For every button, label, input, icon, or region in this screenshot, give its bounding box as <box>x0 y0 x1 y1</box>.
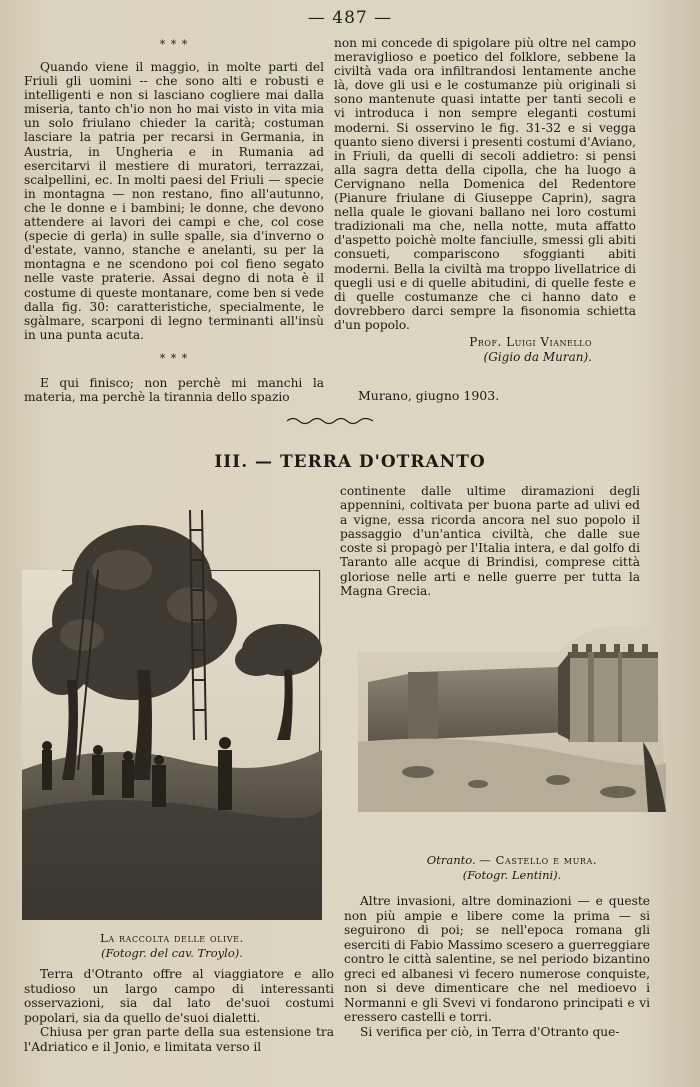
olive-harvest-photo <box>22 510 322 920</box>
decorative-rule <box>285 415 375 427</box>
olive-harvest-image <box>22 510 322 920</box>
castle-image <box>358 612 666 812</box>
author-alias: (Gigio da Muran). <box>483 349 592 364</box>
page-number: — 487 — <box>307 8 393 28</box>
left-paragraph-2: E qui finisco; non perchè mi manchi la materia, ma perchè la tirannia dello spazio <box>24 375 324 404</box>
right-paragraph-1: non mi concede di spigolare più oltre nel campo meraviglioso e poetico del folklore, sebbene la civiltà vada ora infiltrandosi lentamente anche là, dove gli usi e le costumanze più originali si sono mantenute quasi intatte per tanti secoli e vi introduca i non sempre eleganti costumi moderni. Si osservino le fig. 31-32 e si vegga quanto sieno diversi i presenti costumi d'Aviano, in Friuli, da quelli di secoli addietro: si pensi alla sagra detta della cipolla, che ha luogo a Cervignano nella Domenica del Redentore (Pianure friulane di Giuseppe Caprin), sagra nella quale le giovani ballano nei loro costumi tradizionali ma che, nella notte, muta affatto d'aspetto poichè molte fanciulle, smessi gli abiti consueti, compariscono sfoggianti abiti moderni. Bella la civiltà ma troppo livellatrice di quegli usi e di quelle abitudini, di quelle feste e di quelle costumanze che ci hanno dato e dovrebbero darci sempre la fisonomia schietta d'un popolo. <box>334 36 636 332</box>
intro-paragraph: continente dalle ultime diramazioni degli appennini, coltivata per buona parte ad ulivi ed a vigne, essa ricorda ancora nel suo popolo il passaggio d'un'antica civiltà, che dalle sue coste si propagò per l'Italia intera, e dal golfo di Taranto alle acque di Brindisi, comprese città gloriose nelle arti e nelle guerre per tutta la Magna Grecia. <box>340 484 640 599</box>
author-name: Prof. Luigi Vianello <box>469 334 592 349</box>
left-column-top <box>24 40 324 404</box>
left-paragraph-1: Quando viene il maggio, in molte parti del Friuli gli uomini -- che sono alti e robusti e intelligenti e non si lasciano cogliere mai dalla miseria, tanto ch'io non ho mai visto in vita mia un solo friulano chieder la carità; costuman lasciare la patria per recarsi in Germania, in Austria, in Ungheria e in Rumania ad esercitarvi il mestiere di muratori, terrazzai, scalpellini, ec. In molti paesi del Friuli — specie in montagna — non restano, fino all'autunno, che le donne e i bambini; le donne, che devono attendere ai lavori dei campi e che, col cose (specie di gerla) in sulle spalle, sia d'inverno o d'estate, vanno, stanche e anelanti, su per la montagna e ne scendono poi col fieno segato nelle vaste praterie. Assai degno di nota è il costume di queste montanare, come ben si vede dalla fig. 30: caratteristiche, specialmente, le sgàlmare, scarponi di legno terminanti all'insù in una punta acuta. <box>24 60 324 342</box>
section-separator: * * * <box>159 38 189 51</box>
castle-caption-line <box>358 853 666 868</box>
left-column-bottom <box>24 967 334 1055</box>
right-bottom-paragraph-1: Altre invasioni, altre dominazioni — e queste non più ampie e libere come la prima — si seguirono di poi; se nell'epoca romana gli eserciti di Fabio Massimo scesero a guerreggiare contro le città salentine, se nel periodo bizantino greci ed albanesi vi fecero numerose conquiste, non si deve dimenticare che nel medioevo i Normanni e gli Svevi vi fondarono principati e vi eressero castelli e torri. <box>344 894 650 1024</box>
left-bottom-paragraph-1: Terra d'Otranto offre al viaggiatore e allo studioso un largo campo di interessanti osservazioni, sia dal lato de'suoi costumi popolari, sia da quello de'suoi dialetti. <box>24 967 334 1025</box>
author-signature <box>334 335 592 365</box>
olive-caption-credit: (Fotogr. del cav. Troylo). <box>101 946 243 960</box>
castle-photo <box>358 612 666 812</box>
left-bottom-paragraph-2: Chiusa per gran parte della sua estensione tra l'Adriatico e il Jonio, e limitata verso il <box>24 1025 334 1054</box>
olive-harvest-caption <box>22 931 322 961</box>
castle-caption-credit: (Fotogr. Lentini). <box>462 868 562 882</box>
right-column-bottom <box>344 894 650 1039</box>
section-title: III. — TERRA D'OTRANTO <box>214 452 486 472</box>
right-column-top <box>334 36 636 365</box>
section-separator: * * * <box>159 351 189 365</box>
olive-caption-title: La raccolta delle olive. <box>100 931 244 945</box>
section-intro-right <box>340 484 640 598</box>
place-date: Murano, giugno 1903. <box>358 388 500 403</box>
right-bottom-paragraph-2: Si verifica per ciò, in Terra d'Otranto que- <box>360 1024 620 1039</box>
castle-caption-place: Otranto. <box>426 853 476 867</box>
castle-caption <box>358 853 666 883</box>
castle-caption-title: — Castello e mura. <box>479 853 598 867</box>
